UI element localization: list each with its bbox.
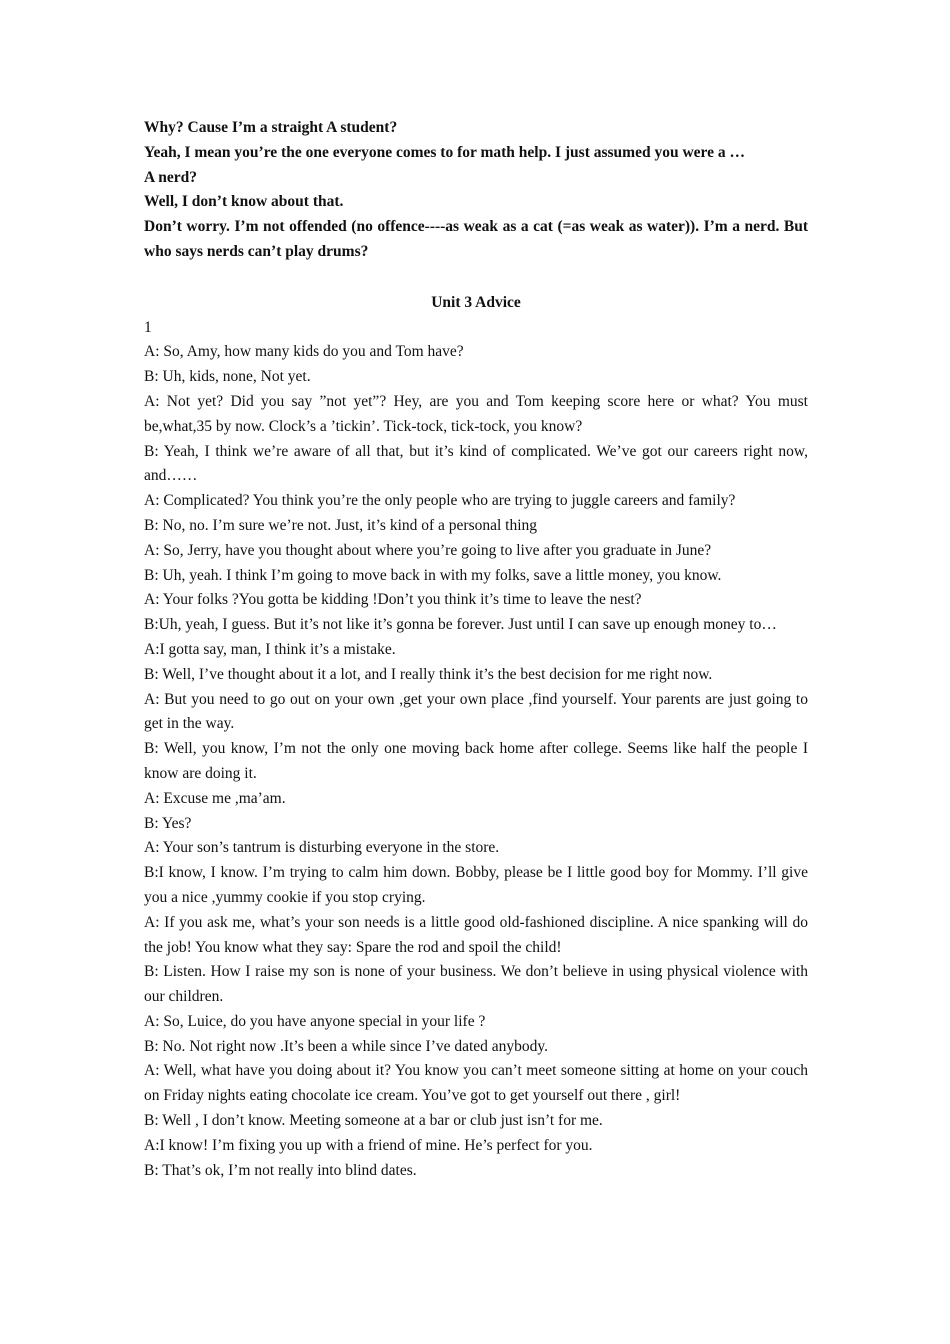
document-page [144, 116, 808, 1183]
unit-dialogue [144, 340, 808, 1183]
intro-line: A nerd? [144, 168, 197, 186]
dialogue-line: A: So, Jerry, have you thought about where you’re going to live after you graduate in June? [144, 541, 712, 559]
dialogue-line: B: Well , I don’t know. Meeting someone at a bar or club just isn’t for me. [144, 1112, 603, 1130]
intro-line: Why? Cause I’m a straight A student? [144, 119, 398, 136]
dialogue-line: B: No, no. I’m sure we’re not. Just, it’s kind of a personal thing [144, 516, 538, 534]
intro-line: Yeah, I mean you’re the one everyone comes to for math help. I just assumed you were a … [144, 143, 746, 161]
intro-line: Don’t worry. I’m not offended (no offence----as weak as a cat (=as weak as water)). I’m a nerd. But who says nerds can’t play drums? [144, 218, 808, 260]
dialogue-line: A:I know! I’m fixing you up with a friend of mine. He’s perfect for you. [144, 1136, 593, 1154]
intro-line: Well, I don’t know about that. [144, 193, 344, 211]
dialogue-line: B: That’s ok, I’m not really into blind dates. [144, 1161, 417, 1179]
dialogue-line: A:I gotta say, man, I think it’s a mistake. [144, 640, 396, 658]
dialogue-line: B: Uh, kids, none, Not yet. [144, 368, 311, 386]
dialogue-line: A: Excuse me ,ma’am. [144, 789, 286, 807]
dialogue-line: B: Uh, yeah. I think I’m going to move back in with my folks, save a little money, you know. [144, 566, 722, 584]
dialogue-line: B:Uh, yeah, I guess. But it’s not like it’s gonna be forever. Just until I can save up enough money to… [144, 616, 777, 634]
dialogue-line: A: Complicated? You think you’re the only people who are trying to juggle careers and family? [144, 492, 736, 510]
dialogue-line: A: Your son’s tantrum is disturbing everyone in the store. [144, 839, 500, 857]
dialogue-line: A: So, Luice, do you have anyone special in your life ? [144, 1012, 486, 1030]
dialogue-line: B: No. Not right now .It’s been a while since I’ve dated anybody. [144, 1037, 549, 1055]
dialogue-line: B: Yes? [144, 814, 192, 832]
dialogue-line: B: Listen. How I raise my son is none of your business. We don’t believe in using physical violence with our children. [144, 963, 808, 1006]
dialogue-line: A: Not yet? Did you say ”not yet”? Hey, are you and Tom keeping score here or what? You must be,what,35 by now. Clock’s a ’tickin’. Tick-tock, tick-tock, you know? [144, 392, 808, 435]
dialogue-line: B: Well, I’ve thought about it a lot, and I really think it’s the best decision for me right now. [144, 665, 713, 683]
dialogue-line: B: Yeah, I think we’re aware of all that, but it’s kind of complicated. We’ve got our careers right now, and…… [144, 442, 808, 485]
dialogue-line: A: Well, what have you doing about it? You know you can’t meet someone sitting at home on your couch on Friday nights eating chocolate ice cream. You’ve got to get yourself out there , girl! [144, 1062, 808, 1105]
dialogue-line: A: If you ask me, what’s your son needs is a little good old-fashioned discipline. A nice spanking will do the job! You know what they say: Spare the rod and spoil the child! [144, 913, 808, 956]
intro-dialogue [144, 116, 808, 265]
dialogue-line: A: But you need to go out on your own ,get your own place ,find yourself. Your parents are just going to get in the way. [144, 690, 808, 733]
dialogue-line: A: Your folks ?You gotta be kidding !Don’t you think it’s time to leave the nest? [144, 591, 642, 609]
dialogue-line: A: So, Amy, how many kids do you and Tom have? [144, 343, 464, 361]
section-number: 1 [144, 318, 152, 336]
dialogue-line: B: Well, you know, I’m not the only one moving back home after college. Seems like half the people I know are doing it. [144, 740, 808, 782]
unit-title: Unit 3 Advice [431, 293, 521, 311]
spacer [144, 265, 808, 291]
dialogue-line: B:I know, I know. I’m trying to calm him down. Bobby, please be I little good boy for Mommy. I’ll give you a nice ,yummy cookie if you stop crying. [144, 864, 808, 906]
